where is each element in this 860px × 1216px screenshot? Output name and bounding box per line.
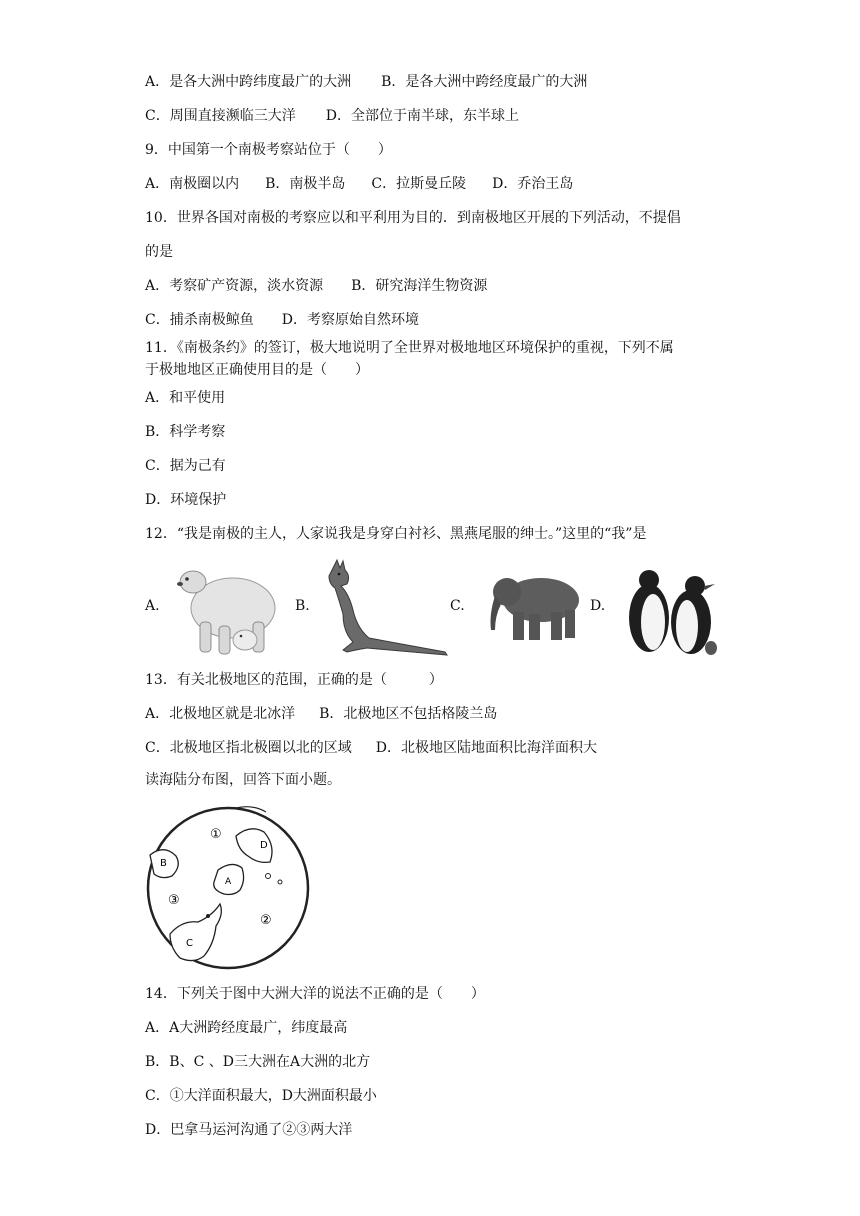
q13-stem: 13．有关北极地区的范围，正确的是（ ） — [145, 672, 443, 688]
q10-stem-line2: 的是 — [145, 244, 173, 260]
q12-image-options — [145, 556, 725, 661]
q14-option-c: C．①大洋面积最大，D大洲面积最小 — [145, 1088, 377, 1104]
q10-stem-line1: 10．世界各国对南极的考察应以和平利用为目的．到南极地区开展的下列活动，不提倡 — [145, 210, 681, 226]
q14-option-a: A．A大洲跨经度最广，纬度最高 — [145, 1020, 348, 1036]
q13-option-d: D．北极地区陆地面积比海洋面积大 — [375, 740, 597, 756]
penguin-image — [625, 566, 720, 658]
q8-option-b: B．是各大洲中跨经度最广的大洲 — [381, 74, 588, 90]
q11-option-a: A．和平使用 — [145, 390, 226, 406]
q10-option-b: B．研究海洋生物资源 — [351, 278, 488, 294]
q10-option-c: C．捕杀南极鲸鱼 — [145, 312, 254, 328]
q11-stem-line1: 11．《南极条约》的签订，极大地说明了全世界对极地地区环境保护的重视，下列不属 — [145, 340, 674, 356]
q12-stem: 12．“我是南极的主人，人家说我是身穿白衬衫、黑燕尾服的绅士。”这里的“我”是 — [145, 526, 647, 542]
q12-option-a-label: A. — [145, 598, 160, 614]
q13-option-a: A．北极地区就是北冰洋 — [145, 706, 296, 722]
q11-option-d: D．环境保护 — [145, 492, 227, 508]
q13-options-ab — [145, 704, 497, 724]
map-label-ocean-3: ③ — [168, 893, 180, 908]
q12-option-d-label: D. — [590, 598, 606, 614]
kangaroo-image — [325, 558, 455, 658]
q13-options-cd — [145, 738, 597, 758]
q11-option-c: C．据为己有 — [145, 458, 226, 474]
q8-options-ab — [145, 72, 587, 92]
q8-option-c: C．周围直接濒临三大洋 — [145, 108, 296, 124]
q8-option-a: A．是各大洲中跨纬度最广的大洲 — [145, 74, 352, 90]
q9-option-c: C．拉斯曼丘陵 — [371, 176, 467, 192]
map-label-continent-c: C — [186, 938, 193, 949]
q9-option-d: D．乔治王岛 — [492, 176, 574, 192]
q14-option-b: B．B、C 、D三大洲在A大洲的北方 — [145, 1054, 371, 1070]
q11-option-b: B．科学考察 — [145, 424, 226, 440]
q8-option-d: D．全部位于南半球，东半球上 — [325, 108, 519, 124]
q11-stem-line2: 于极地地区正确使用目的是（ ） — [145, 362, 369, 378]
q13-option-b: B．北极地区不包括格陵兰岛 — [319, 706, 498, 722]
map-label-continent-b: B — [160, 858, 167, 869]
q9-option-a: A．南极圈以内 — [145, 176, 240, 192]
map-label-ocean-1: ① — [210, 827, 222, 842]
polar-bear-image — [175, 560, 280, 658]
map-label-ocean-2: ② — [260, 913, 272, 928]
q10-options-cd — [145, 310, 419, 330]
q12-option-b-label: B. — [295, 598, 310, 614]
map-instruction: 读海陆分布图，回答下面小题。 — [145, 772, 341, 788]
q8-options-cd — [145, 106, 519, 126]
elephant-image — [485, 570, 583, 642]
q9-option-b: B．南极半岛 — [265, 176, 346, 192]
q13-option-c: C．北极地区指北极圈以北的区域 — [145, 740, 352, 756]
q10-option-d: D．考察原始自然环境 — [281, 312, 419, 328]
sea-land-distribution-map — [140, 800, 315, 975]
map-label-continent-d: D — [260, 840, 268, 851]
q10-options-ab — [145, 276, 487, 296]
q10-option-a: A．考察矿产资源，淡水资源 — [145, 278, 324, 294]
q14-stem: 14．下列关于图中大洲大洋的说法不正确的是（ ） — [145, 986, 485, 1002]
map-label-continent-a: A — [225, 877, 232, 887]
q9-stem: 9．中国第一个南极考察站位于（ ） — [145, 142, 392, 158]
q14-option-d: D．巴拿马运河沟通了②③两大洋 — [145, 1122, 353, 1138]
q9-options — [145, 174, 573, 194]
q12-option-c-label: C. — [450, 598, 465, 614]
